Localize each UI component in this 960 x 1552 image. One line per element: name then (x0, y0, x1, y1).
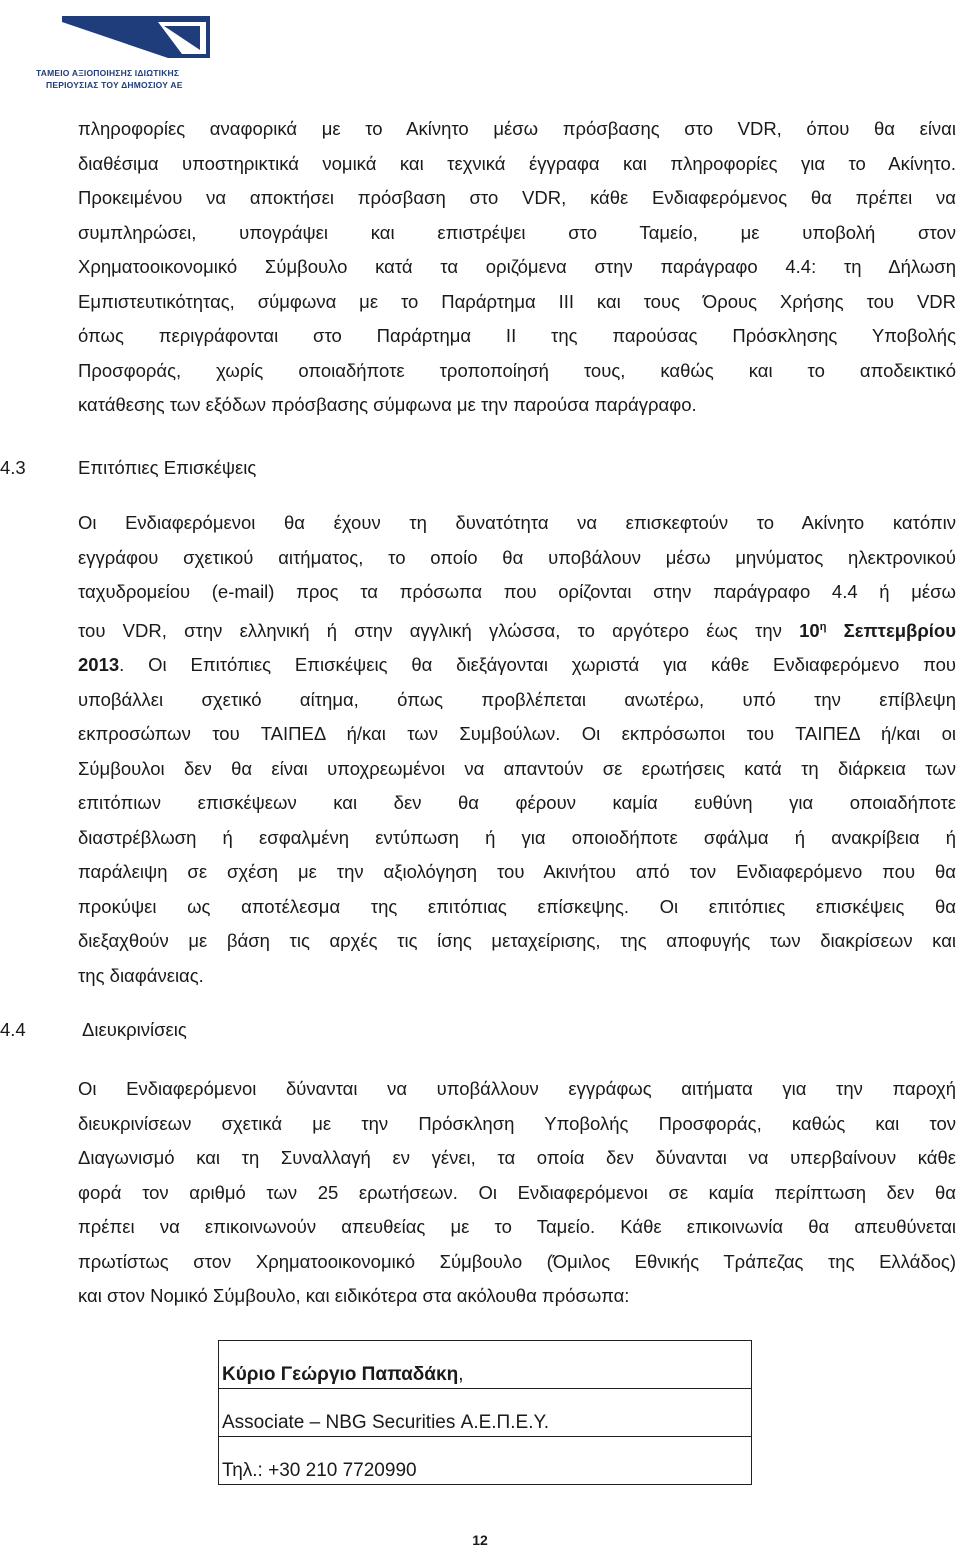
section-4-4-title: Διευκρινίσεις (82, 1019, 187, 1040)
text-line: και στον Νομικό Σύμβουλο, και ειδικότερα στα ακόλουθα πρόσωπα: (78, 1285, 630, 1306)
contact-table (218, 1340, 752, 1485)
text-line: Σύμβουλοι δεν θα είναι υποχρεωμένοι να απαντούν σε ερωτήσεις κατά τη διάρκεια των (78, 757, 956, 779)
section-4-4-number: 4.4 (0, 1019, 26, 1040)
text-line: πρωτίστως στον Χρηματοοικονομικό Σύμβουλο (Όμιλος Εθνικής Τράπεζας της Ελλάδος) (78, 1250, 956, 1272)
text-line: της διαφάνειας. (78, 964, 204, 986)
text-line: πρέπει να επικοινωνούν απευθείας με το Ταμείο. Κάθε επικοινωνία θα απευθύνεται (78, 1216, 956, 1237)
text-line: διευκρινίσεων σχετικά με την Πρόσκληση Υποβολής Προσφοράς, καθώς και τον (78, 1112, 956, 1134)
section-4-3-title: Επιτόπιες Επισκέψεις (78, 457, 257, 478)
section-4-3-paragraph (78, 506, 956, 993)
deadline-ordinal: η (819, 620, 827, 633)
text-line: Οι Ενδιαφερόμενοι δύνανται να υποβάλλουν εγγράφως αιτήματα για την παροχή (78, 1078, 956, 1099)
text-line: Προκειμένου να αποκτήσει πρόσβαση στο VDR, κάθε Ενδιαφερόμενος θα πρέπει να (78, 187, 956, 208)
logo-mark-icon (50, 8, 220, 64)
text-line: συμπληρώσει, υπογράψει και επιστρέψει στο Ταμείο, με υποβολή στον (78, 221, 956, 243)
text-line: κατάθεσης των εξόδων πρόσβασης σύμφωνα με την παρούσα παράγραφο. (78, 394, 697, 415)
contact-name: Κύριο Γεώργιο Παπαδάκη (222, 1364, 459, 1385)
logo-text-line1: ΤΑΜΕΙΟ ΑΞΙΟΠΟΙΗΣΗΣ ΙΔΙΩΤΙΚΗΣ (36, 68, 180, 78)
contact-name-cell (219, 1341, 752, 1389)
text-line: υποβάλλει σχετικό αίτημα, όπως προβλέπεται ανωτέρω, υπό την επίβλεψη (78, 688, 956, 710)
text-line (78, 648, 956, 683)
deadline-month: Σεπτεμβρίου (826, 619, 956, 641)
contact-name-suffix: , (458, 1364, 464, 1385)
text-line: επιτόπιων επισκέψεων και δεν θα φέρουν καμία ευθύνη για οποιαδήποτε (78, 792, 956, 814)
section-4-3-number: 4.3 (0, 457, 26, 478)
table-row (219, 1437, 752, 1485)
text-line: εγγράφου σχετικού αιτήματος, το οποίο θα υποβάλουν μέσω μηνύματος ηλεκτρονικού (78, 546, 956, 568)
text-line: Χρηματοοικονομικό Σύμβουλο κατά τα οριζόμενα στην παράγραφο 4.4: τη Δήλωση (78, 256, 956, 277)
text-fragment: . Οι Επιτόπιες Επισκέψεις θα διεξάγονται χωριστά για κάθε Ενδιαφερόμενο που (119, 654, 956, 676)
deadline-year: 2013 (78, 654, 120, 676)
text-line: ταχυδρομείου (e-mail) προς τα πρόσωπα που ορίζονται στην παράγραφο 4.4 ή μέσω (78, 581, 956, 602)
contact-phone: Τηλ.: +30 210 7720990 (219, 1437, 752, 1485)
page-number: 12 (472, 1532, 488, 1548)
text-line: Προσφοράς, χωρίς οποιαδήποτε τροποποίησή τους, καθώς και το αποδεικτικό (78, 359, 956, 381)
text-line: φορά τον αριθμό των 25 ερωτήσεων. Οι Ενδιαφερόμενοι σε καμία περίπτωση δεν θα (78, 1181, 956, 1203)
text-line: διεξαχθούν με βάση τις αρχές τις ίσης μεταχείρισης, της αποφυγής των διακρίσεων και (78, 930, 956, 952)
fund-logo (36, 8, 226, 90)
text-line: εκπροσώπων του ΤΑΙΠΕΔ ή/και των Συμβούλων. Οι εκπρόσωποι του ΤΑΙΠΕΔ ή/και οι (78, 723, 956, 745)
logo-text-line2: ΠΕΡΙΟΥΣΙΑΣ ΤΟΥ ΔΗΜΟΣΙΟΥ ΑΕ (46, 80, 183, 90)
intro-paragraph (78, 112, 956, 423)
table-row (219, 1389, 752, 1437)
contact-role: Associate – NBG Securities Α.Ε.Π.Ε.Υ. (219, 1389, 752, 1437)
text-line: πληροφορίες αναφορικά με το Ακίνητο μέσω πρόσβασης στο VDR, όπου θα είναι (78, 118, 956, 139)
text-line: Εμπιστευτικότητας, σύμφωνα με το Παράρτημα ΙΙΙ και τους Όρους Χρήσης του VDR (78, 290, 956, 312)
text-line: Οι Ενδιαφερόμενοι θα έχουν τη δυνατότητα να επισκεφτούν το Ακίνητο κατόπιν (78, 512, 956, 533)
table-row (219, 1341, 752, 1389)
text-line (78, 610, 956, 649)
text-line: όπως περιγράφονται στο Παράρτημα ΙΙ της παρούσας Πρόσκλησης Υποβολής (78, 325, 956, 346)
text-line: Διαγωνισμό και τη Συναλλαγή εν γένει, τα οποία δεν δύνανται να υπερβαίνουν κάθε (78, 1147, 956, 1168)
text-line: παράλειψη σε σχέση με την αξιολόγηση του Ακινήτου από τον Ενδιαφερόμενο που θα (78, 861, 956, 883)
text-line: διαστρέβλωση ή εσφαλμένη εντύπωση ή για οποιοδήποτε σφάλμα ή ανακρίβεια ή (78, 826, 956, 848)
deadline-day: 10 (799, 619, 820, 641)
text-fragment: του VDR, στην ελληνική ή στην αγγλική γλώσσα, το αργότερο έως την (78, 619, 800, 641)
text-line: προκύψει ως αποτέλεσμα της επιτόπιας επίσκεψης. Οι επιτόπιες επισκέψεις θα (78, 895, 956, 917)
text-line: διαθέσιμα υποστηρικτικά νομικά και τεχνικά έγγραφα και πληροφορίες για το Ακίνητο. (78, 152, 956, 174)
section-4-4-paragraph (78, 1072, 956, 1314)
